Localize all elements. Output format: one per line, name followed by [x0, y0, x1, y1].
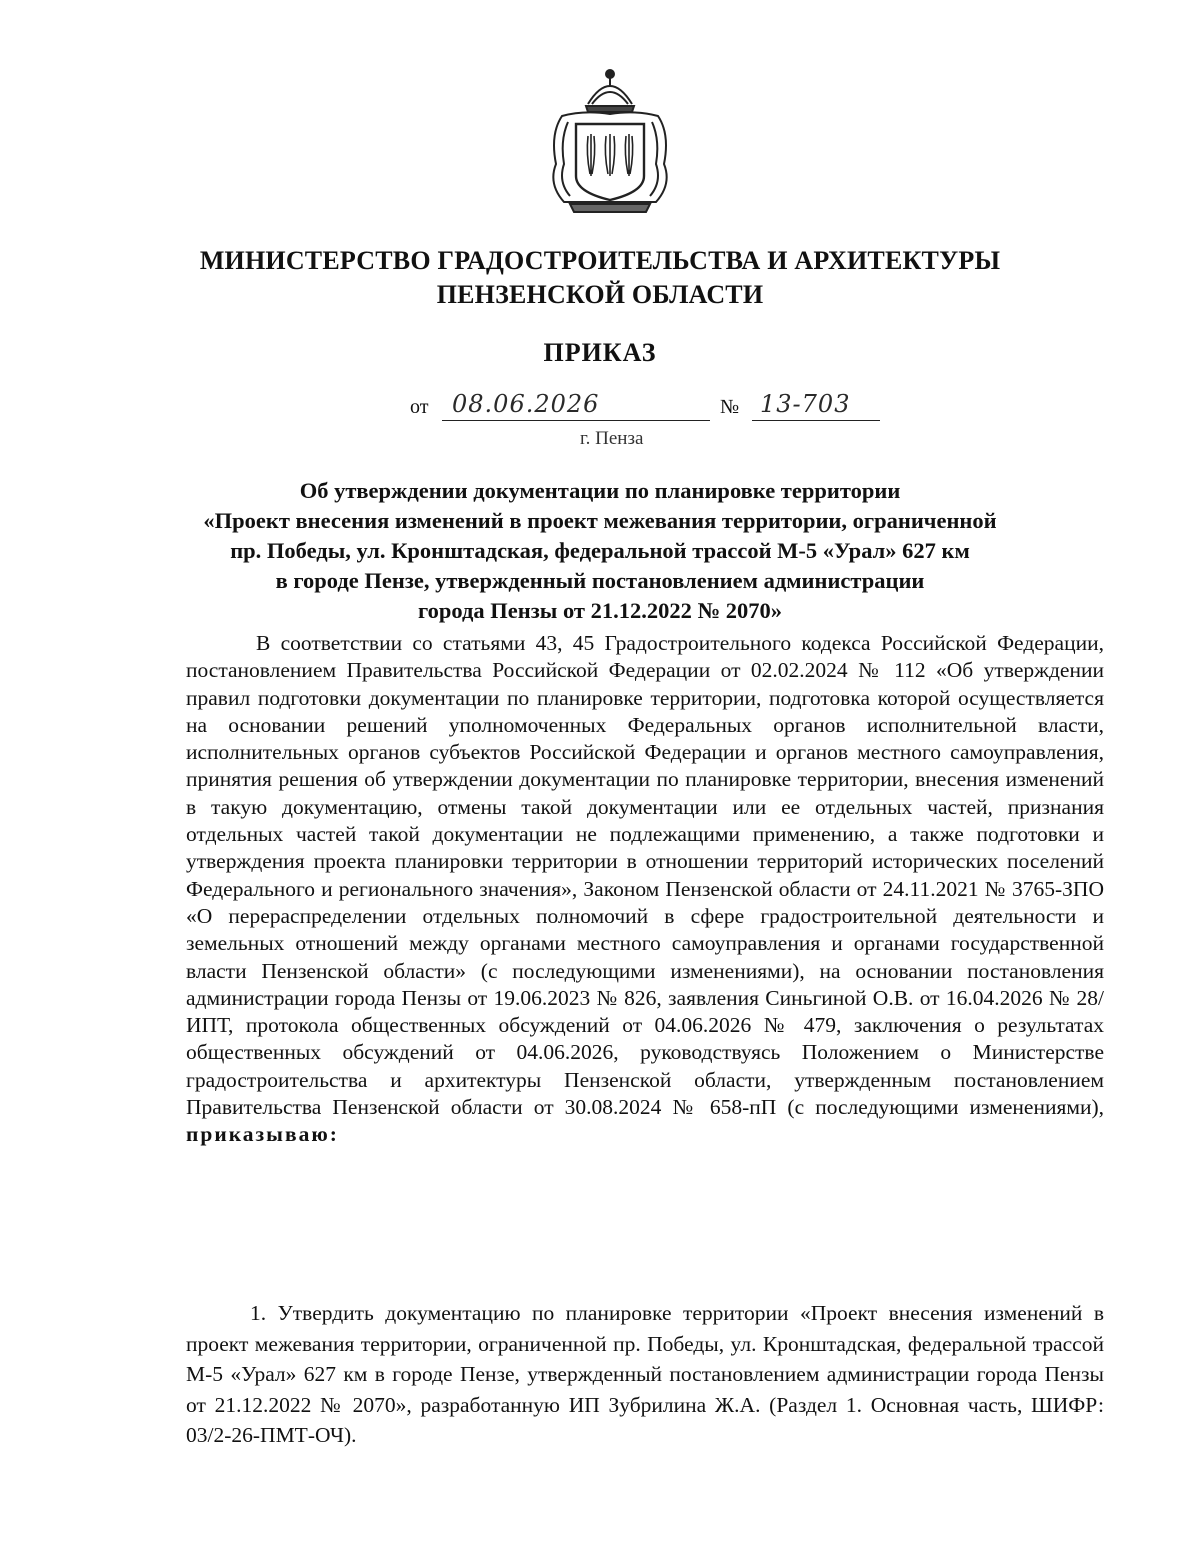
city-label: г. Пенза — [580, 428, 644, 449]
subject-line1: Об утверждении документации по планировке территории — [299, 478, 901, 503]
subject-line4: в городе Пензе, утвержденный постановлением администрации — [275, 568, 925, 593]
handwritten-number: 13-703 — [760, 390, 851, 418]
requisites-row — [410, 392, 890, 426]
order-subject — [130, 476, 1070, 626]
document-type-title: ПРИКАЗ — [543, 338, 657, 367]
ministry-name-line2: ПЕНЗЕНСКОЙ ОБЛАСТИ — [436, 280, 764, 309]
subject-line5: города Пензы от 21.12.2022 № 2070» — [418, 598, 782, 623]
number-underline — [752, 420, 880, 421]
coat-of-arms-icon — [540, 64, 680, 216]
ministry-name-line1: МИНИСТЕРСТВО ГРАДОСТРОИТЕЛЬСТВА И АРХИТЕКТУРЫ — [199, 246, 1001, 275]
handwritten-date: 08.06.2026 — [452, 390, 600, 418]
preamble-paragraph — [186, 630, 1104, 1149]
subject-line2: «Проект внесения изменений в проект межевания территории, ограниченной — [203, 508, 997, 533]
ministry-name — [180, 244, 1020, 312]
order-word: приказываю — [186, 1122, 330, 1147]
order-colon: : — [329, 1122, 339, 1147]
number-label: № — [720, 396, 740, 418]
order-point-1: 1. Утвердить документацию по планировке территории «Проект внесения изменений в проект межевания территории, ограниченной пр. Победы, ул. Кронштадская, федеральной трассой М-5 «Урал» 627 км в городе Пензе, утвержденный постановлением администрации города Пензы от 21.12.2022 № 2070», разработанную ИП Зубрилина Ж.А. (Раздел 1. Основная часть, ШИФР: 03/2-26-ПМТ-ОЧ). — [186, 1301, 1104, 1447]
preamble-text: В соответствии со статьями 43, 45 Градостроительного кодекса Российской Федерации, постановлением Правительства Российской Федерации от 02.02.2024 № 112 «Об утверждении правил подготовки документации по планировке территории, подготовка которой осуществляется на основании решений уполномоченных Федеральных органов исполнительной власти, исполнительных органов субъектов Российской Федерации и органов местного самоуправления, принятия решения об утверждении документации по планировке территории, внесения изменений в такую документацию, отмены такой документации или ее отдельных частей, признания отдельных частей такой документации не подлежащими применению, а также подготовки и утверждения проекта планировки территории в отношении территорий исторических поселений Федерального и регионального значения», Законом Пензенской области от 24.11.2021 № 3765-ЗПО «О перераспределении отдельных полномочий в сфере градостроительной деятельности и земельных отношений между органами местного самоуправления и органами государственной власти Пензенской области» (с последующими изменениями), на основании постановления администрации города Пензы от 19.06.2023 № 826, заявления Синьгиной О.В. от 16.04.2026 № 28/ИПТ, протокола общественных обсуждений от 04.06.2026 № 479, заключения о результатах общественных обсуждений от 04.06.2026, руководствуясь Положением о Министерстве градостроительства и архитектуры Пензенской области, утвержденным постановлением Правительства Пензенской области от 30.08.2024 № 658-пП (с последующими изменениями), — [186, 631, 1104, 1120]
date-underline — [442, 420, 710, 421]
subject-line3: пр. Победы, ул. Кронштадская, федеральной трассой М-5 «Урал» 627 км — [230, 538, 970, 563]
date-label: от — [410, 396, 429, 418]
